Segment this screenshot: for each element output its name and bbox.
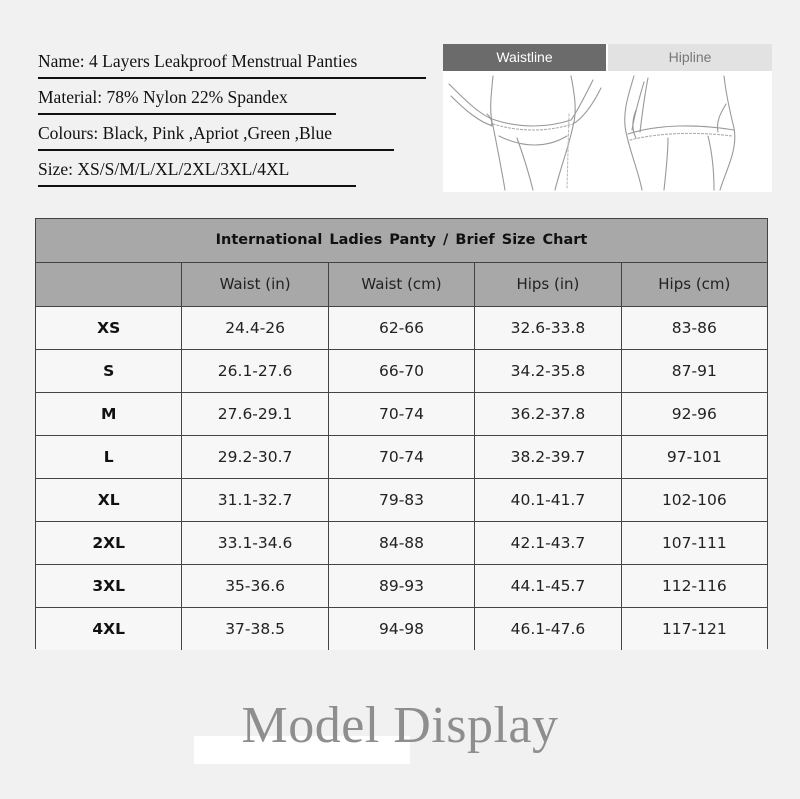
underline (38, 77, 426, 79)
size-cell: XL (97, 491, 120, 509)
size-cell: L (103, 448, 114, 466)
waist-cm-cell: 89-93 (328, 565, 474, 607)
header-hips-cm: Hips (cm) (621, 263, 767, 306)
waist-cm-cell: 94-98 (328, 608, 474, 650)
product-colours: Colours: Black, Pink ,Apriot ,Green ,Blue (38, 118, 430, 154)
waistline-tab: Waistline (443, 44, 606, 71)
hipline-figure-illustration (608, 74, 772, 192)
underline (38, 149, 394, 151)
size-cell: 4XL (92, 620, 126, 638)
table-row (36, 522, 767, 565)
hips-in-cell: 38.2-39.7 (474, 436, 620, 478)
header-waist-cm: Waist (cm) (328, 263, 474, 306)
body-outline (491, 76, 505, 190)
waist-in-cell: 26.1-27.6 (181, 350, 327, 392)
hips-cm-cell: 97-101 (621, 436, 767, 478)
header-size (36, 263, 181, 306)
waist-cm-cell: 62-66 (328, 307, 474, 349)
hips-in-cell: 42.1-43.7 (474, 522, 620, 564)
waist-in-cell: 33.1-34.6 (181, 522, 327, 564)
table-row (36, 350, 767, 393)
underline (38, 113, 336, 115)
product-name: Name: 4 Layers Leakproof Menstrual Panties (38, 46, 430, 82)
product-size: Size: XS/S/M/L/XL/2XL/3XL/4XL (38, 154, 430, 190)
waist-cm-cell: 84-88 (328, 522, 474, 564)
size-cell: 2XL (92, 534, 126, 552)
hips-cm-cell: 87-91 (621, 350, 767, 392)
header-hips-in: Hips (in) (474, 263, 620, 306)
table-row (36, 307, 767, 350)
body-outline (720, 76, 735, 190)
hips-in-cell: 36.2-37.8 (474, 393, 620, 435)
waist-in-cell: 24.4-26 (181, 307, 327, 349)
measurement-guide (443, 44, 772, 192)
waistline-figure-illustration (443, 74, 606, 192)
waist-cm-cell: 66-70 (328, 350, 474, 392)
waist-in-cell: 35-36.6 (181, 565, 327, 607)
hips-in-cell: 40.1-41.7 (474, 479, 620, 521)
size-cell: XS (97, 319, 121, 337)
waist-cm-cell: 70-74 (328, 436, 474, 478)
waist-cm-cell: 79-83 (328, 479, 474, 521)
product-material: Material: 78% Nylon 22% Spandex (38, 82, 430, 118)
hips-in-cell: 32.6-33.8 (474, 307, 620, 349)
waist-in-cell: 29.2-30.7 (181, 436, 327, 478)
hips-cm-cell: 117-121 (621, 608, 767, 650)
hips-in-cell: 34.2-35.8 (474, 350, 620, 392)
body-outline (625, 76, 642, 190)
size-cell: 3XL (92, 577, 126, 595)
size-chart-title: International Ladies Panty / Brief Size Chart (36, 219, 767, 263)
size-chart-table (35, 218, 768, 649)
model-display-banner: Model Display (241, 697, 559, 754)
hips-cm-cell: 102-106 (621, 479, 767, 521)
hips-in-cell: 44.1-45.7 (474, 565, 620, 607)
hips-cm-cell: 112-116 (621, 565, 767, 607)
product-info (38, 46, 430, 190)
header-waist-in: Waist (in) (181, 263, 327, 306)
underline (38, 185, 356, 187)
size-cell: M (100, 405, 117, 423)
waist-in-cell: 27.6-29.1 (181, 393, 327, 435)
hips-cm-cell: 83-86 (621, 307, 767, 349)
hips-cm-cell: 107-111 (621, 522, 767, 564)
table-row (36, 479, 767, 522)
size-cell: S (103, 362, 115, 380)
hips-cm-cell: 92-96 (621, 393, 767, 435)
table-row (36, 393, 767, 436)
table-row (36, 565, 767, 608)
table-header-row (36, 263, 767, 307)
table-row (36, 436, 767, 479)
body-outline (555, 76, 575, 190)
waist-cm-cell: 70-74 (328, 393, 474, 435)
hips-in-cell: 46.1-47.6 (474, 608, 620, 650)
waist-in-cell: 31.1-32.7 (181, 479, 327, 521)
waist-in-cell: 37-38.5 (181, 608, 327, 650)
hipline-tab: Hipline (608, 44, 772, 71)
table-row (36, 608, 767, 650)
